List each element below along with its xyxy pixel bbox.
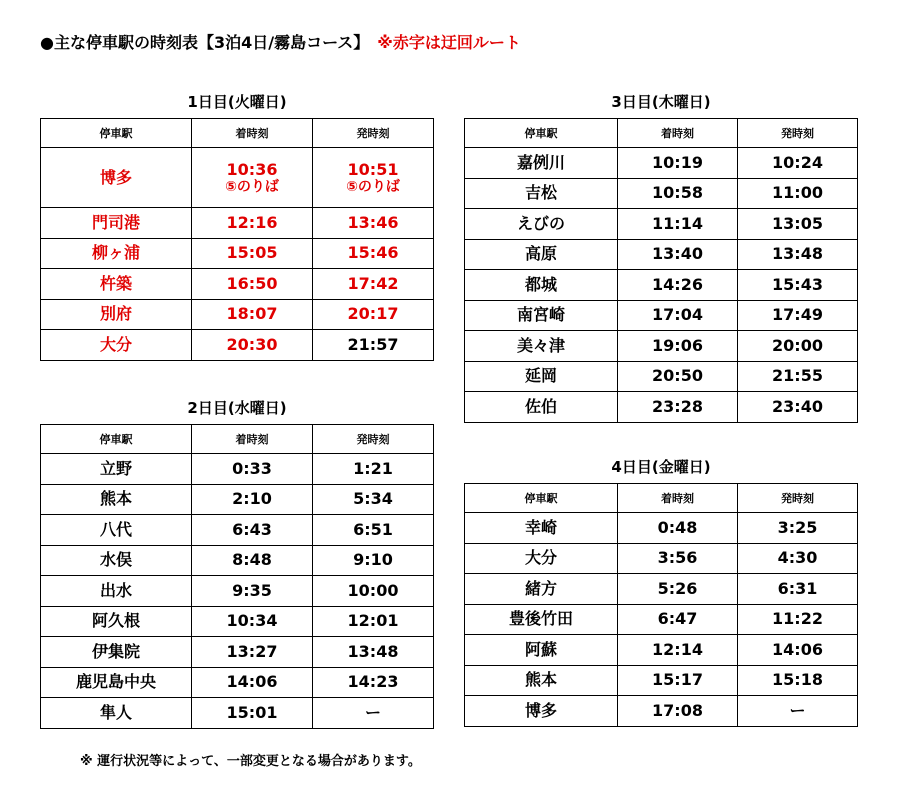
page-title	[40, 30, 521, 53]
header-station: 停車駅	[465, 484, 618, 513]
station-cell: 立野	[41, 454, 192, 485]
header-arrive: 着時刻	[192, 425, 313, 454]
table-row	[465, 635, 858, 666]
day4-heading: 4日目(金曜日)	[611, 458, 711, 476]
station-cell: 高原	[465, 239, 618, 270]
table-row	[465, 300, 858, 331]
table-header-row	[41, 425, 434, 454]
depart-time: 10:51	[347, 159, 399, 179]
table-row	[41, 576, 434, 607]
table-row	[41, 667, 434, 698]
arrive-cell: 2:10	[192, 484, 313, 515]
station-cell: 鹿児島中央	[41, 667, 192, 698]
table-row	[41, 299, 434, 330]
arrive-cell: 0:33	[192, 454, 313, 485]
station-cell: 伊集院	[41, 637, 192, 668]
depart-cell: 11:00	[738, 178, 858, 209]
arrive-cell: 6:47	[618, 604, 738, 635]
station-cell: 八代	[41, 515, 192, 546]
station-cell: 吉松	[465, 178, 618, 209]
arrive-cell: 17:08	[618, 696, 738, 727]
table-row	[465, 209, 858, 240]
header-station: 停車駅	[41, 425, 192, 454]
arrive-cell: 8:48	[192, 545, 313, 576]
table-row	[465, 392, 858, 423]
day1-section	[40, 92, 434, 361]
table-row	[41, 269, 434, 300]
station-cell: 熊本	[41, 484, 192, 515]
day3-section	[464, 92, 858, 423]
arrive-cell: 20:50	[618, 361, 738, 392]
station-cell: 博多	[41, 148, 192, 208]
station-cell: 阿久根	[41, 606, 192, 637]
depart-cell: 10:00	[313, 576, 434, 607]
depart-cell: 14:23	[313, 667, 434, 698]
table-row	[465, 696, 858, 727]
arrive-cell: 5:26	[618, 574, 738, 605]
table-row	[41, 208, 434, 239]
depart-cell: ー	[313, 698, 434, 729]
table-row	[41, 637, 434, 668]
arrive-cell: 19:06	[618, 331, 738, 362]
station-cell: 別府	[41, 299, 192, 330]
depart-cell: 17:49	[738, 300, 858, 331]
table-row	[41, 698, 434, 729]
table-row	[465, 178, 858, 209]
header-arrive: 着時刻	[618, 119, 738, 148]
arrive-cell: 10:34	[192, 606, 313, 637]
station-cell: 南宮崎	[465, 300, 618, 331]
header-depart: 発時刻	[313, 119, 434, 148]
arrive-time: 10:36	[226, 159, 278, 179]
table-row	[41, 484, 434, 515]
table-row	[465, 239, 858, 270]
station-cell: 豊後竹田	[465, 604, 618, 635]
depart-cell: 17:42	[313, 269, 434, 300]
arrive-cell: 6:43	[192, 515, 313, 546]
depart-cell: 14:06	[738, 635, 858, 666]
arrive-cell: 9:35	[192, 576, 313, 607]
footnote: ※ 運行状況等によって、一部変更となる場合があります。	[80, 754, 421, 769]
station-cell: 阿蘇	[465, 635, 618, 666]
station-cell: 門司港	[41, 208, 192, 239]
arrive-cell: 17:04	[618, 300, 738, 331]
arrive-cell: 18:07	[192, 299, 313, 330]
depart-cell: 15:46	[313, 238, 434, 269]
arrive-cell: 12:14	[618, 635, 738, 666]
table-row	[465, 270, 858, 301]
depart-cell: 10:24	[738, 148, 858, 179]
station-cell: 熊本	[465, 665, 618, 696]
arrive-cell: 15:17	[618, 665, 738, 696]
arrive-cell: 15:05	[192, 238, 313, 269]
depart-cell: 13:46	[313, 208, 434, 239]
table-row	[465, 148, 858, 179]
depart-cell: 3:25	[738, 513, 858, 544]
arrive-cell: 13:27	[192, 637, 313, 668]
table-row	[465, 331, 858, 362]
table-row	[41, 238, 434, 269]
table-row	[465, 665, 858, 696]
station-cell: 美々津	[465, 331, 618, 362]
depart-cell: 20:00	[738, 331, 858, 362]
arrive-cell: 20:30	[192, 330, 313, 361]
header-arrive: 着時刻	[192, 119, 313, 148]
depart-cell: 6:31	[738, 574, 858, 605]
station-cell: 柳ヶ浦	[41, 238, 192, 269]
depart-cell: 4:30	[738, 543, 858, 574]
table-row	[41, 606, 434, 637]
arrive-cell: 16:50	[192, 269, 313, 300]
depart-cell: 21:55	[738, 361, 858, 392]
platform-label: ⑤のりば	[346, 178, 400, 195]
depart-cell: 12:01	[313, 606, 434, 637]
table-row	[465, 574, 858, 605]
platform-label: ⑤のりば	[225, 178, 279, 195]
arrive-cell: 0:48	[618, 513, 738, 544]
title-note: ※赤字は迂回ルート	[377, 33, 521, 52]
station-cell: 大分	[41, 330, 192, 361]
day4-section	[464, 457, 858, 727]
day1-timetable	[40, 118, 434, 361]
depart-cell: 6:51	[313, 515, 434, 546]
arrive-cell: 15:01	[192, 698, 313, 729]
title-main: ●主な停車駅の時刻表【3泊4日/霧島コース】	[40, 33, 370, 52]
day4-timetable	[464, 483, 858, 727]
depart-cell: 5:34	[313, 484, 434, 515]
arrive-cell: 13:40	[618, 239, 738, 270]
station-cell: 佐伯	[465, 392, 618, 423]
header-depart: 発時刻	[738, 484, 858, 513]
table-row	[41, 545, 434, 576]
table-row	[465, 543, 858, 574]
day3-heading: 3日目(木曜日)	[611, 93, 711, 111]
table-row	[465, 361, 858, 392]
table-header-row	[465, 484, 858, 513]
header-depart: 発時刻	[738, 119, 858, 148]
depart-cell: 21:57	[313, 330, 434, 361]
station-cell: 隼人	[41, 698, 192, 729]
station-cell: 嘉例川	[465, 148, 618, 179]
depart-cell	[313, 148, 434, 208]
station-cell: 大分	[465, 543, 618, 574]
day2-timetable	[40, 424, 434, 729]
station-cell: 出水	[41, 576, 192, 607]
depart-cell: 11:22	[738, 604, 858, 635]
station-cell: 水俣	[41, 545, 192, 576]
day1-heading: 1日目(火曜日)	[187, 93, 287, 111]
table-row	[41, 330, 434, 361]
day3-timetable	[464, 118, 858, 423]
depart-cell: 1:21	[313, 454, 434, 485]
station-cell: 博多	[465, 696, 618, 727]
table-row	[465, 604, 858, 635]
arrive-cell: 14:26	[618, 270, 738, 301]
station-cell: えびの	[465, 209, 618, 240]
arrive-cell	[192, 148, 313, 208]
table-row	[41, 148, 434, 208]
day2-section	[40, 398, 434, 729]
arrive-cell: 3:56	[618, 543, 738, 574]
arrive-cell: 12:16	[192, 208, 313, 239]
station-cell: 幸崎	[465, 513, 618, 544]
depart-cell: 20:17	[313, 299, 434, 330]
depart-cell: 15:18	[738, 665, 858, 696]
arrive-cell: 11:14	[618, 209, 738, 240]
header-arrive: 着時刻	[618, 484, 738, 513]
table-header-row	[41, 119, 434, 148]
depart-cell: ー	[738, 696, 858, 727]
arrive-cell: 10:19	[618, 148, 738, 179]
depart-cell: 13:05	[738, 209, 858, 240]
depart-cell: 23:40	[738, 392, 858, 423]
header-station: 停車駅	[41, 119, 192, 148]
header-depart: 発時刻	[313, 425, 434, 454]
station-cell: 緒方	[465, 574, 618, 605]
table-row	[41, 515, 434, 546]
arrive-cell: 23:28	[618, 392, 738, 423]
day2-heading: 2日目(水曜日)	[187, 399, 287, 417]
table-row	[465, 513, 858, 544]
station-cell: 杵築	[41, 269, 192, 300]
header-station: 停車駅	[465, 119, 618, 148]
arrive-cell: 14:06	[192, 667, 313, 698]
depart-cell: 13:48	[313, 637, 434, 668]
arrive-cell: 10:58	[618, 178, 738, 209]
depart-cell: 9:10	[313, 545, 434, 576]
table-row	[41, 454, 434, 485]
depart-cell: 13:48	[738, 239, 858, 270]
station-cell: 延岡	[465, 361, 618, 392]
table-header-row	[465, 119, 858, 148]
depart-cell: 15:43	[738, 270, 858, 301]
station-cell: 都城	[465, 270, 618, 301]
